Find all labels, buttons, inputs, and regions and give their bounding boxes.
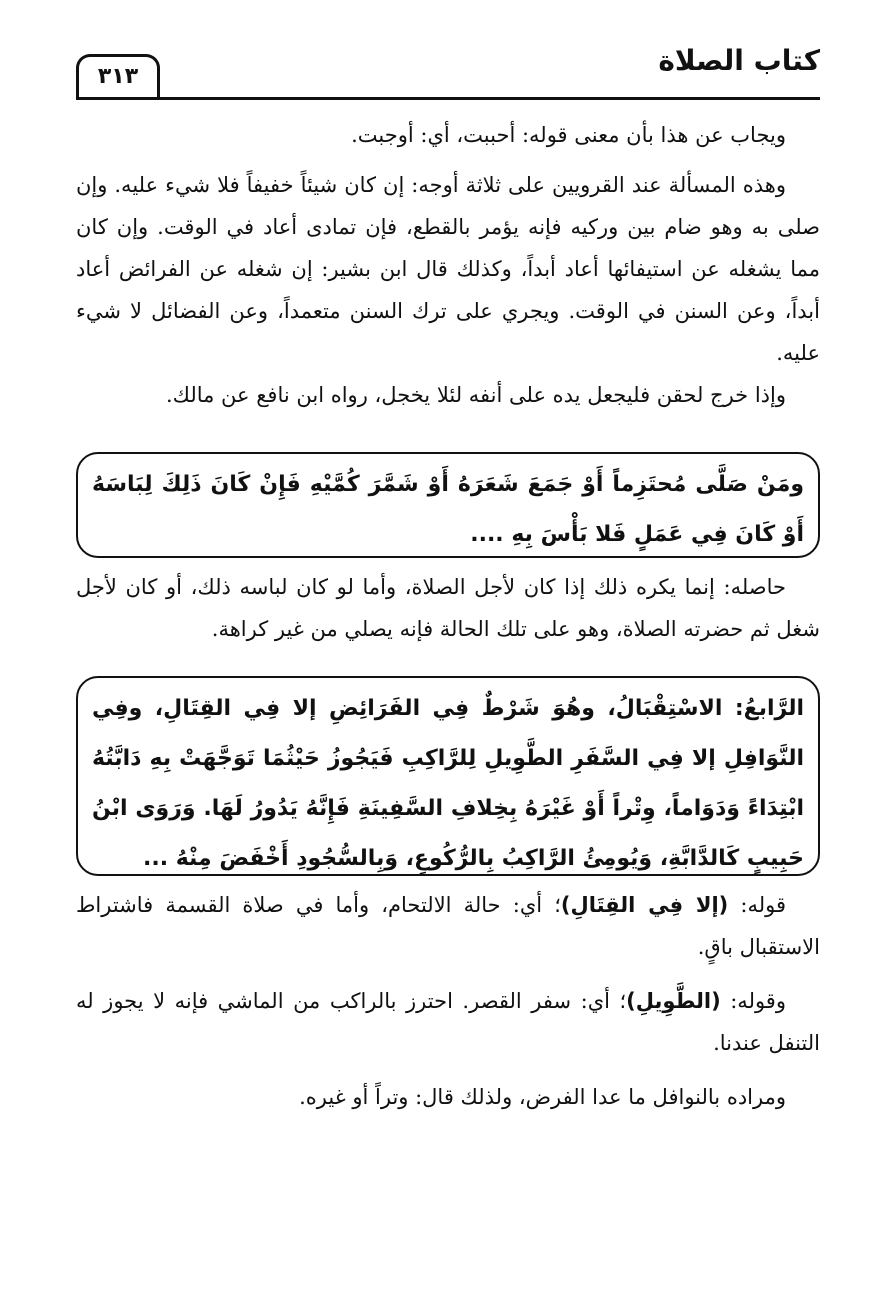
page-number: ٣١٣ — [76, 54, 160, 100]
paragraph: وإذا خرج لحقن فليجعل يده على أنفه لئلا يخجل، رواه ابن نافع عن مالك. — [165, 383, 786, 407]
paragraph: وهذه المسألة عند القرويين على ثلاثة أوجه: إن كان شيئاً خفيفاً فلا شيء عليه. وإن صلى به وهو ضام بين وركيه فإنه يؤمر بالقطع، فإن تمادى أعاد في الوقت. وإن كان مما يشغله عن استيفائها أعاد أبداً، وكذلك قال ابن بشير: إن شغله عن الفرائض أعاد أبداً، وعن السنن في الوقت. ويجري على ترك السنن متعمداً، وعن الفضائل لا شيء عليه. — [76, 173, 820, 365]
matn-text: ومَنْ صَلَّى مُحتَزِماً أَوْ جَمَعَ شَعَرَهُ أَوْ شَمَّرَ كُمَّيْهِ فَإِنْ كَانَ ذَلِكَ لِبَاسَهُ أَوْ كَانَ فِي عَمَلٍ فَلا بَأْسَ بِهِ .... — [92, 472, 804, 547]
paragraph: ويجاب عن هذا بأن معنى قوله: أحببت، أي: أوجبت. — [351, 123, 786, 147]
quote-phrase: (إلا فِي القِتَالِ) — [560, 893, 729, 917]
text-block-1 — [76, 114, 820, 416]
text-block-2 — [76, 566, 820, 650]
quote-phrase: (الطَّوِيلِ) — [626, 989, 721, 1013]
quote-lead: وقوله: — [720, 989, 786, 1013]
paragraph — [76, 980, 820, 1064]
paragraph — [76, 884, 820, 968]
paragraph: حاصله: إنما يكره ذلك إذا كان لأجل الصلاة، وأما لو كان لباسه ذلك، أو كان لأجل شغل ثم حضرته الصلاة، وهو على تلك الحالة فإنه يصلي من غير كراهة. — [76, 575, 820, 641]
book-title: كتاب الصلاة — [658, 44, 820, 77]
quote-rest: ؛ أي: حالة الالتحام، وأما في صلاة القسمة فاشتراط الاستقبال باقٍ. — [76, 893, 820, 959]
quote-rest: ؛ أي: سفر القصر. احترز بالراكب من الماشي فإنه لا يجوز له التنفل عندنا. — [76, 989, 820, 1055]
matn-box — [76, 676, 820, 876]
paragraph: ومراده بالنوافل ما عدا الفرض، ولذلك قال: وتراً أو غيره. — [299, 1085, 786, 1109]
page-header — [76, 40, 820, 100]
matn-box — [76, 452, 820, 558]
text-block-3 — [76, 884, 820, 1118]
matn-text: الرَّابعُ: الاسْتِقْبَالُ، وهُوَ شَرْطٌ فِي الفَرَائِضِ إلا فِي القِتَالِ، وفِي النَّوَافِلِ إلا فِي السَّفَرِ الطَّوِيلِ لِلرَّاكِبِ فَيَجُوزُ حَيْثُمَا تَوَجَّهَتْ بِهِ دَابَّتُهُ ابْتِدَاءً وَدَوَاماً، وِتْراً أَوْ غَيْرَهُ بِخِلافِ السَّفِينَةِ فَإِنَّهُ يَدُورُ لَهَا. وَرَوَى ابْنُ حَبِيبٍ كَالدَّابَّةِ، وَيُومِئُ الرَّاكِبُ بِالرُّكُوعِ، وَبِالسُّجُودِ أَخْفَضَ مِنْهُ ... — [92, 696, 804, 871]
quote-lead: قوله: — [728, 893, 787, 917]
